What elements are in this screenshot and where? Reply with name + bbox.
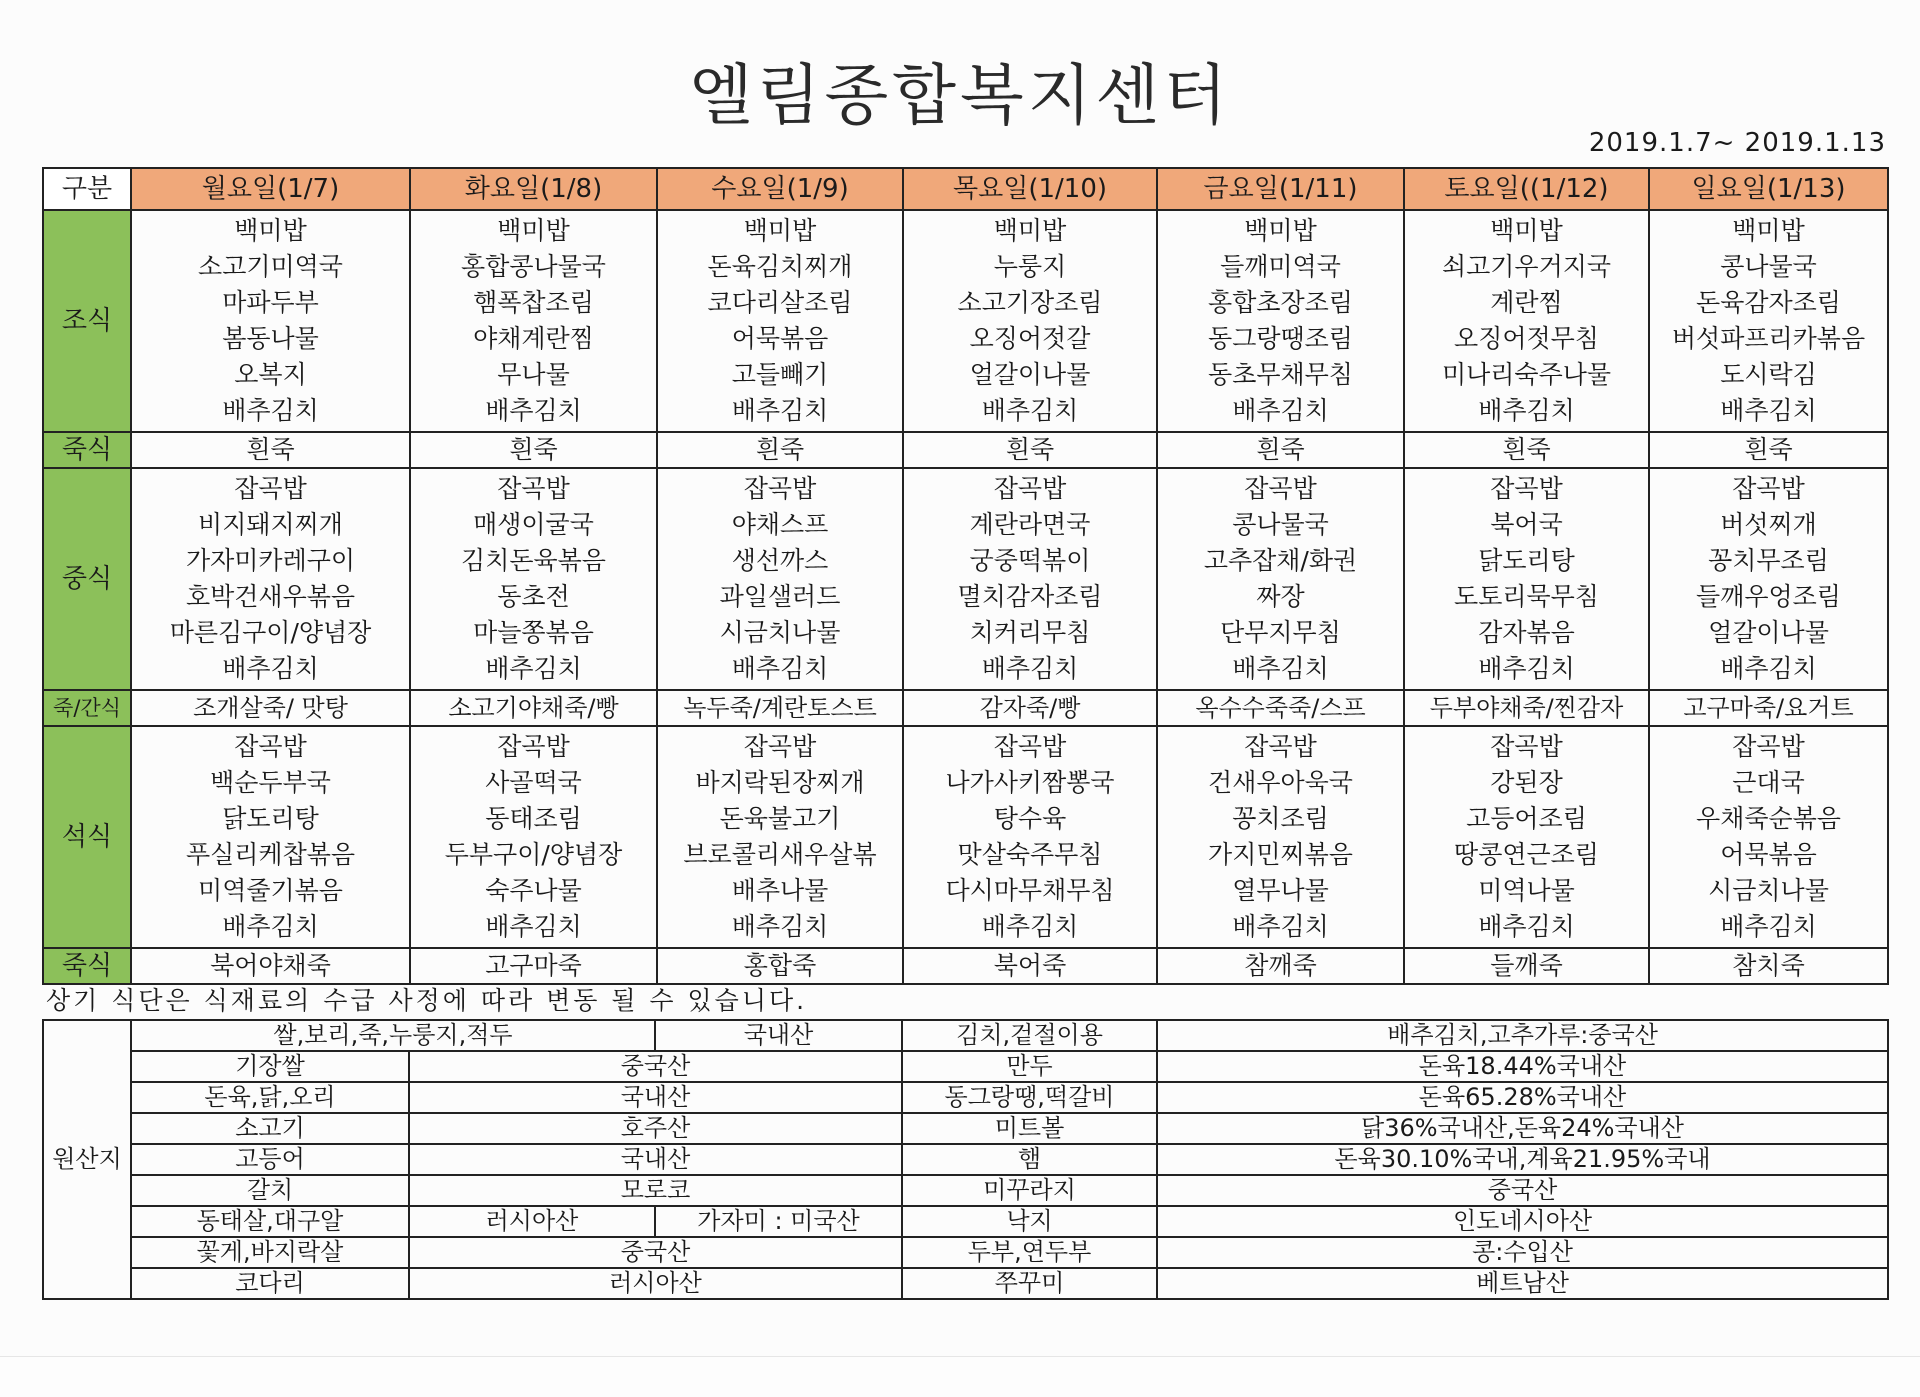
dinner-day-cell (657, 726, 903, 948)
origin-country: 인도네시아산 (1157, 1206, 1888, 1237)
menu-item: 배추김치 (981, 912, 1079, 941)
menu-item: 동초전 (497, 582, 570, 611)
origin-item: 햄 (902, 1144, 1157, 1175)
menu-item: 나가사키짬뽕국 (945, 768, 1115, 797)
snack-day-cell: 조개살죽/ 맛탕 (131, 690, 410, 726)
menu-item: 잡곡밥 (497, 474, 570, 503)
menu-item: 어묵볶음 (731, 324, 829, 353)
menu-item: 도토리묵무침 (1454, 582, 1599, 611)
menu-item: 가지민찌볶음 (1208, 840, 1353, 869)
origin-country: 모로코 (409, 1175, 902, 1206)
menu-item: 잡곡밥 (497, 732, 570, 761)
menu-item: 홍합콩나물국 (461, 252, 606, 281)
menu-item: 백미밥 (497, 216, 570, 245)
menu-item: 푸실리케찹볶음 (185, 840, 356, 869)
breakfast-day-cell (1404, 210, 1649, 432)
menu-item: 들깨미역국 (1220, 252, 1341, 281)
menu-item: 배추김치 (1232, 654, 1329, 683)
menu-item: 소고기미역국 (198, 252, 343, 281)
origin-item: 두부,연두부 (902, 1237, 1157, 1268)
menu-item: 배추김치 (981, 396, 1079, 425)
menu-item: 배추김치 (222, 912, 319, 941)
menu-item: 닭도리탕 (222, 804, 319, 833)
menu-item: 배추김치 (485, 396, 582, 425)
menu-item: 얼갈이나물 (1708, 618, 1829, 647)
porridge-am-row (43, 432, 1888, 468)
breakfast-day-cell (410, 210, 657, 432)
menu-item: 잡곡밥 (234, 732, 307, 761)
porridge-pm-day-cell: 참치죽 (1649, 948, 1888, 984)
menu-item: 잡곡밥 (1732, 474, 1805, 503)
menu-item: 잡곡밥 (993, 732, 1067, 761)
menu-item: 콩나물국 (1232, 510, 1329, 539)
snack-day-cell: 두부야채죽/찐감자 (1404, 690, 1649, 726)
category-porridge-am: 죽식 (43, 432, 131, 468)
origin-country: 러시아산 (409, 1206, 655, 1237)
menu-item: 어묵볶음 (1720, 840, 1817, 869)
menu-item: 백미밥 (234, 216, 307, 245)
menu-item: 배추김치 (731, 396, 829, 425)
header-corner: 구분 (43, 168, 131, 210)
menu-item: 백미밥 (1490, 216, 1563, 245)
origin-country: 국내산 (409, 1082, 902, 1113)
dinner-day-cell (1157, 726, 1404, 948)
menu-item: 버섯파프리카볶음 (1671, 324, 1866, 353)
origin-item: 낙지 (902, 1206, 1157, 1237)
menu-item: 버섯찌개 (1720, 510, 1817, 539)
origin-country: 중국산 (409, 1051, 902, 1082)
menu-item: 열무나물 (1232, 876, 1329, 905)
porridge-pm-day-cell: 홍합죽 (657, 948, 903, 984)
menu-item: 바지락된장찌개 (695, 768, 865, 797)
lunch-day-cell (657, 468, 903, 690)
lunch-row (43, 468, 1888, 690)
menu-item: 잡곡밥 (234, 474, 307, 503)
origin-item: 만두 (902, 1051, 1157, 1082)
menu-item: 궁중떡볶이 (969, 546, 1091, 575)
origin-label: 원산지 (43, 1020, 131, 1299)
dinner-day-cell (131, 726, 410, 948)
origin-country: 국내산 (409, 1144, 902, 1175)
breakfast-row (43, 210, 1888, 432)
menu-item: 감자볶음 (1478, 618, 1575, 647)
lunch-day-cell (1157, 468, 1404, 690)
origin-country: 호주산 (409, 1113, 902, 1144)
dinner-day-cell (410, 726, 657, 948)
menu-item: 동초무채무침 (1208, 360, 1353, 389)
header-day: 수요일(1/9) (657, 168, 903, 210)
origin-item: 소고기 (131, 1113, 409, 1144)
menu-item: 백미밥 (993, 216, 1067, 245)
menu-item: 잡곡밥 (743, 732, 817, 761)
menu-item: 배추김치 (1720, 654, 1817, 683)
menu-item: 미역나물 (1478, 876, 1575, 905)
menu-item: 잡곡밥 (1244, 474, 1317, 503)
origin-country: 돈육65.28%국내산 (1157, 1082, 1888, 1113)
menu-item: 다시마무채무침 (945, 876, 1115, 905)
breakfast-day-cell (657, 210, 903, 432)
date-range: 2019.1.7~ 2019.1.13 (1588, 128, 1886, 158)
snack-day-cell: 옥수수죽죽/스프 (1157, 690, 1404, 726)
origin-item: 김치,겉절이용 (902, 1020, 1157, 1051)
menu-item: 계란라면국 (969, 510, 1091, 539)
menu-item: 햄폭찹조림 (473, 288, 594, 317)
menu-item: 무나물 (497, 360, 570, 389)
menu-item: 배추김치 (731, 654, 829, 683)
menu-item: 콩나물국 (1720, 252, 1817, 281)
menu-item: 북어국 (1490, 510, 1563, 539)
porridge-am-day-cell: 흰죽 (131, 432, 410, 468)
menu-item: 배추김치 (1232, 396, 1329, 425)
category-lunch: 중식 (43, 468, 131, 690)
menu-item: 야채스프 (731, 510, 829, 539)
header-day: 금요일(1/11) (1157, 168, 1404, 210)
menu-item: 누룽지 (993, 252, 1067, 281)
menu-item: 미나리숙주나물 (1441, 360, 1612, 389)
menu-item: 매생이굴국 (473, 510, 594, 539)
menu-item: 배추김치 (222, 654, 319, 683)
origin-country: 중국산 (409, 1237, 902, 1268)
menu-item: 들깨우엉조림 (1696, 582, 1841, 611)
menu-item: 쇠고기우거지국 (1441, 252, 1612, 281)
menu-item: 마파두부 (222, 288, 319, 317)
menu-item: 근대국 (1732, 768, 1805, 797)
menu-item: 두부구이/양념장 (444, 840, 623, 869)
origin-table (42, 1019, 1889, 1300)
porridge-am-day-cell: 흰죽 (657, 432, 903, 468)
origin-item: 동그랑땡,떡갈비 (902, 1082, 1157, 1113)
origin-item: 꽃게,바지락살 (131, 1237, 409, 1268)
menu-item: 배추김치 (981, 654, 1079, 683)
menu-item: 브로콜리새우살볶 (683, 840, 877, 869)
lunch-day-cell (1404, 468, 1649, 690)
category-porridge-pm: 죽식 (43, 948, 131, 984)
breakfast-day-cell (1649, 210, 1888, 432)
porridge-pm-day-cell: 북어야채죽 (131, 948, 410, 984)
menu-item: 땅콩연근조림 (1454, 840, 1599, 869)
menu-item: 소고기장조림 (957, 288, 1103, 317)
header-day: 토요일((1/12) (1404, 168, 1649, 210)
menu-item: 돈육감자조림 (1696, 288, 1841, 317)
origin-country: 국내산 (655, 1020, 902, 1051)
porridge-pm-day-cell: 북어죽 (903, 948, 1157, 984)
porridge-pm-day-cell: 들깨죽 (1404, 948, 1649, 984)
menu-item: 배추김치 (1478, 912, 1575, 941)
lunch-day-cell (903, 468, 1157, 690)
page-bottom-edge (0, 1356, 1920, 1397)
origin-country: 러시아산 (409, 1268, 902, 1299)
porridge-am-day-cell: 흰죽 (1157, 432, 1404, 468)
menu-item: 야채계란찜 (473, 324, 594, 353)
menu-item: 오징어젓무침 (1454, 324, 1599, 353)
header-day: 월요일(1/7) (131, 168, 410, 210)
origin-item: 동태살,대구알 (131, 1206, 409, 1237)
menu-item: 꽁치무조림 (1708, 546, 1829, 575)
menu-item: 고등어조림 (1466, 804, 1587, 833)
origin-item: 코다리 (131, 1268, 409, 1299)
menu-item: 백순두부국 (210, 768, 331, 797)
menu-item: 고추잡채/화권 (1203, 546, 1358, 575)
menu-item: 시금치나물 (719, 618, 841, 647)
menu-item: 멸치감자조림 (957, 582, 1103, 611)
menu-item: 배추김치 (485, 912, 582, 941)
origin-country: 베트남산 (1157, 1268, 1888, 1299)
dinner-day-cell (1404, 726, 1649, 948)
category-breakfast: 조식 (43, 210, 131, 432)
menu-item: 배추김치 (731, 912, 829, 941)
header-day: 일요일(1/13) (1649, 168, 1888, 210)
menu-item: 동그랑땡조림 (1208, 324, 1353, 353)
origin-country: 콩:수입산 (1157, 1237, 1888, 1268)
header-day: 화요일(1/8) (410, 168, 657, 210)
menu-item: 홍합초장조림 (1208, 288, 1353, 317)
origin-item: 쭈꾸미 (902, 1268, 1157, 1299)
menu-item: 비지돼지찌개 (198, 510, 343, 539)
menu-item: 치커리무침 (969, 618, 1091, 647)
category-snack: 죽/간식 (43, 690, 131, 726)
menu-item: 얼갈이나물 (969, 360, 1091, 389)
menu-item: 오복지 (234, 360, 307, 389)
menu-item: 강된장 (1490, 768, 1563, 797)
menu-item: 코다리살조림 (707, 288, 853, 317)
origin-item: 돈육,닭,오리 (131, 1082, 409, 1113)
porridge-pm-day-cell: 고구마죽 (410, 948, 657, 984)
menu-item: 배추김치 (1478, 654, 1575, 683)
menu-item: 맛살숙주무침 (957, 840, 1103, 869)
menu-item: 호박건새우볶음 (185, 582, 356, 611)
menu-item: 배추김치 (1478, 396, 1575, 425)
dinner-day-cell (903, 726, 1157, 948)
notice-text: 상기 식단은 식재료의 수급 사정에 따라 변동 될 수 있습니다. (46, 986, 808, 1015)
menu-item: 건새우아욱국 (1208, 768, 1353, 797)
origin-country: 중국산 (1157, 1175, 1888, 1206)
porridge-am-day-cell: 흰죽 (410, 432, 657, 468)
menu-item: 돈육불고기 (719, 804, 841, 833)
menu-item: 미역줄기볶음 (198, 876, 343, 905)
origin-country: 돈육30.10%국내,계육21.95%국내 (1157, 1144, 1888, 1175)
porridge-am-day-cell: 흰죽 (1404, 432, 1649, 468)
menu-item: 잡곡밥 (1244, 732, 1317, 761)
dinner-row (43, 726, 1888, 948)
origin-country: 배추김치,고추가루:중국산 (1157, 1020, 1888, 1051)
menu-item: 배추김치 (485, 654, 582, 683)
menu-item: 잡곡밥 (993, 474, 1067, 503)
menu-item: 백미밥 (1244, 216, 1317, 245)
menu-item: 과일샐러드 (719, 582, 841, 611)
porridge-am-day-cell: 흰죽 (1649, 432, 1888, 468)
menu-item: 고들빼기 (731, 360, 829, 389)
menu-item: 잡곡밥 (1732, 732, 1805, 761)
menu-item: 가자미카레구이 (185, 546, 356, 575)
menu-item: 동태조림 (485, 804, 582, 833)
breakfast-day-cell (903, 210, 1157, 432)
menu-item: 오징어젓갈 (969, 324, 1091, 353)
origin-country: 닭36%국내산,돈육24%국내산 (1157, 1113, 1888, 1144)
snack-day-cell: 고구마죽/요거트 (1649, 690, 1888, 726)
snack-day-cell: 감자죽/빵 (903, 690, 1157, 726)
menu-item: 잡곡밥 (1490, 474, 1563, 503)
snack-row (43, 690, 1888, 726)
menu-item: 마른김구이/양념장 (169, 618, 372, 647)
header-row (43, 168, 1888, 210)
menu-table (42, 167, 1889, 985)
menu-item: 탕수육 (993, 804, 1067, 833)
lunch-day-cell (131, 468, 410, 690)
page-title: 엘림종합복지센터 (688, 57, 1232, 134)
menu-item: 김치돈육볶음 (461, 546, 606, 575)
porridge-pm-day-cell: 참깨죽 (1157, 948, 1404, 984)
snack-day-cell: 소고기야채죽/빵 (410, 690, 657, 726)
menu-item: 우채죽순볶음 (1696, 804, 1841, 833)
menu-item: 숙주나물 (485, 876, 582, 905)
menu-item: 잡곡밥 (743, 474, 817, 503)
menu-item: 계란찜 (1490, 288, 1563, 317)
breakfast-day-cell (1157, 210, 1404, 432)
origin-item: 미꾸라지 (902, 1175, 1157, 1206)
menu-item: 잡곡밥 (1490, 732, 1563, 761)
menu-item: 도시락김 (1720, 360, 1817, 389)
category-dinner: 석식 (43, 726, 131, 948)
header-day: 목요일(1/10) (903, 168, 1157, 210)
menu-item: 생선까스 (731, 546, 829, 575)
origin-item: 갈치 (131, 1175, 409, 1206)
menu-item: 시금치나물 (1708, 876, 1829, 905)
dinner-day-cell (1649, 726, 1888, 948)
origin-item: 미트볼 (902, 1113, 1157, 1144)
lunch-day-cell (410, 468, 657, 690)
snack-day-cell: 녹두죽/계란토스트 (657, 690, 903, 726)
menu-item: 배추김치 (1232, 912, 1329, 941)
porridge-am-day-cell: 흰죽 (903, 432, 1157, 468)
origin-item-mid: 가자미 : 미국산 (655, 1206, 902, 1237)
menu-item: 돈육김치찌개 (707, 252, 853, 281)
menu-item: 닭도리탕 (1478, 546, 1575, 575)
menu-item: 단무지무침 (1220, 618, 1341, 647)
menu-item: 꽁치조림 (1232, 804, 1329, 833)
menu-item: 마늘쫑볶음 (473, 618, 594, 647)
menu-item: 배추나물 (731, 876, 829, 905)
origin-item: 고등어 (131, 1144, 409, 1175)
porridge-pm-row (43, 948, 1888, 984)
breakfast-day-cell (131, 210, 410, 432)
menu-item: 백미밥 (1732, 216, 1805, 245)
lunch-day-cell (1649, 468, 1888, 690)
menu-item: 짜장 (1256, 582, 1305, 611)
menu-item: 봄동나물 (222, 324, 319, 353)
menu-item: 배추김치 (1720, 396, 1817, 425)
origin-item: 기장쌀 (131, 1051, 409, 1082)
origin-country: 돈육18.44%국내산 (1157, 1051, 1888, 1082)
menu-item: 사골떡국 (485, 768, 582, 797)
menu-item: 백미밥 (743, 216, 817, 245)
menu-item: 배추김치 (222, 396, 319, 425)
origin-item: 쌀,보리,죽,누룽지,적두 (131, 1020, 655, 1051)
menu-item: 배추김치 (1720, 912, 1817, 941)
